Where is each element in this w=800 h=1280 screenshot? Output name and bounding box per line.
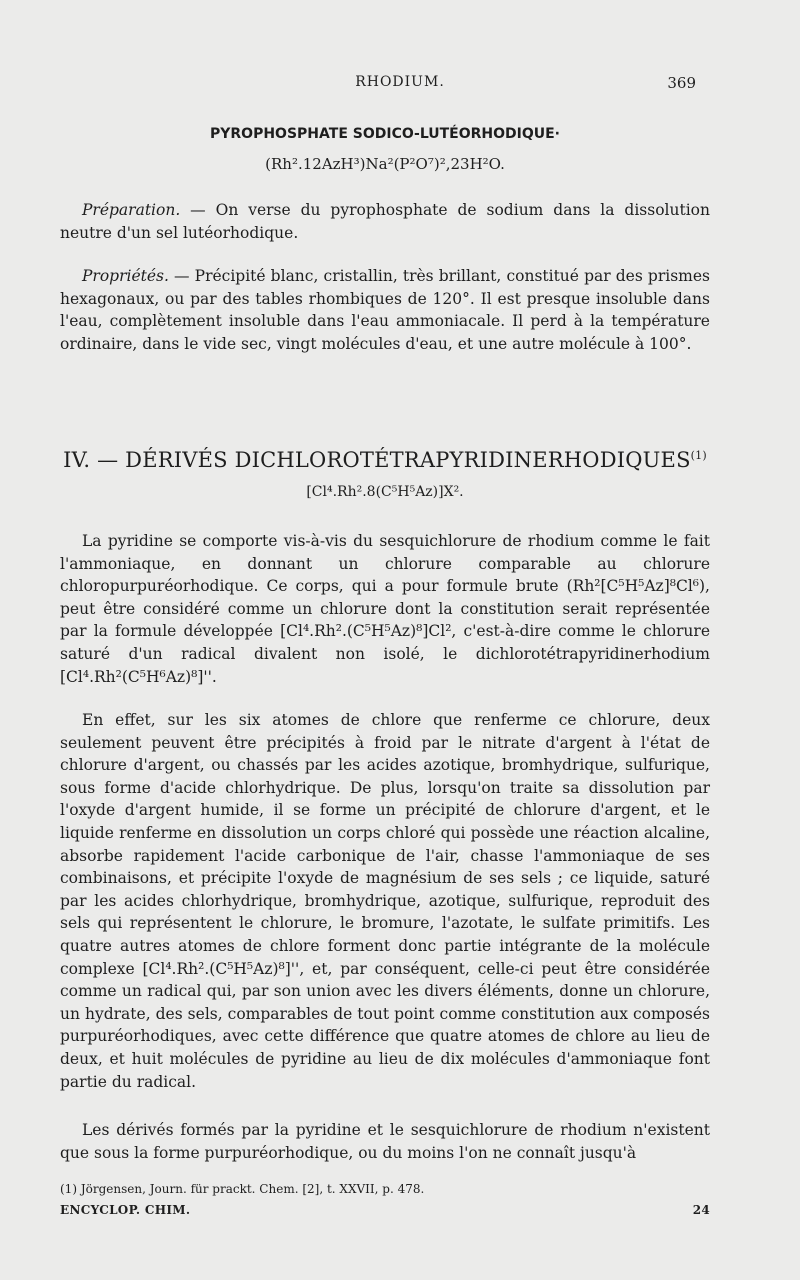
chapter-formula: [Cl⁴.Rh².8(C⁵H⁵Az)]X². (306, 484, 464, 500)
paragraph-en-effet-text: En effet, sur les six atomes de chlore que renferme ce chlorure, deux seulement peuvent être précipités à froid par le nitrate d'argent à l'état de chlorure d'argent, ou chassés par les acides azotique, bromhydrique, sulfurique, sous forme d'acide chlorhydrique. De plus, lorsqu'on traite sa dissolution par l'oxyde d'argent humide, il se forme un précipité de chlorure d'argent, et le liquide renferme en dissolution un corps chloré qui possède une réaction alcaline, absorbe rapidement l'acide carbonique de l'air, chasse l'ammoniaque de ses combinaisons, et précipite l'oxyde de magnésium de ses sels ; ce liquide, saturé par les acides chlorhydrique, bromhydrique, azotique, sulfurique, reproduit des sels qui représentent le chlorure, le bromure, l'azotate, le sulfate primitifs. Les quatre autres atomes de chlore forment donc partie intégrante de la molécule complexe [Cl⁴.Rh².(C⁵H⁵Az)⁸]'', et, par conséquent, celle-ci peut être considérée comme un radical qui, par son union avec les divers éléments, donne un chlorure, un hydrate, des sels, comparables de tout point comme constitution aux composés purpuréorhodiques, avec cette différence que quatre atomes de chlore au lieu de deux, et huit molécules de pyridine au lieu de dix molécules d'ammoniaque font partie du radical. (60, 711, 710, 1091)
paragraph-pyridine-text: La pyridine se comporte vis-à-vis du sesquichlorure de rhodium comme le fait l'ammoniaque, en donnant un chlorure comparable au chlorure chloropurpuréorhodique. Ce corps, qui a pour formule brute (Rh²[C⁵H⁵Az]⁸Cl⁶), peut être considéré comme un chlorure dont la constitution serait représentée par la formule développée [Cl⁴.Rh².(C⁵H⁵Az)⁸]Cl², c'est-à-dire comme le chlorure saturé d'un radical divalent non isolé, le dichlorotétrapyridinerhodium [Cl⁴.Rh²(C⁵H⁶Az)⁸]''. (60, 532, 710, 686)
bottom-line (60, 1203, 710, 1223)
chapter-heading-text: IV. — DÉRIVÉS DICHLOROTÉTRAPYRIDINERHODIQUES (63, 448, 691, 472)
paragraph-derives (60, 1119, 710, 1164)
proprietes-text: — Précipité blanc, cristallin, très brillant, constitué par des prismes hexagonaux, ou par des tables rhombiques de 120°. Il est presque insoluble dans l'eau, complètement insoluble dans l'eau ammoniacale. Il perd à la température ordinaire, dans le vide sec, vingt molécules d'eau, et une autre molécule à 100°. (60, 267, 710, 353)
paragraph-en-effet (60, 709, 710, 1093)
footnote: (1) Jörgensen, Journ. für prackt. Chem. [2], t. XXVII, p. 478. (60, 1182, 425, 1196)
running-head-title: RHODIUM. (355, 74, 445, 90)
footnote-ref: (1) (690, 449, 707, 462)
preparation-paragraph (60, 199, 710, 244)
preparation-text: — On verse du pyrophosphate de sodium dans la dissolution neutre d'un sel lutéorhodique. (60, 201, 710, 242)
preparation-label: Préparation. (82, 201, 181, 219)
paragraph-derives-text: Les dérivés formés par la pyridine et le sesquichlorure de rhodium n'existent que sous la forme purpuréorhodique, ou du moins l'on ne connaît jusqu'à (60, 1121, 710, 1162)
signature-mark: 24 (692, 1203, 710, 1217)
section-formula: (Rh².12AzH³)Na²(P²O⁷)²,23H²O. (265, 155, 505, 173)
chapter-heading (60, 448, 710, 472)
encyclopedia-label: ENCYCLOP. CHIM. (60, 1203, 191, 1217)
running-head (0, 74, 800, 98)
paragraph-pyridine (60, 530, 710, 688)
page-number: 369 (667, 74, 696, 92)
proprietes-label: Propriétés. (82, 267, 169, 285)
proprietes-paragraph (60, 265, 710, 355)
section-title: PYROPHOSPHATE SODICO-LUTÉORHODIQUE· (210, 126, 560, 142)
